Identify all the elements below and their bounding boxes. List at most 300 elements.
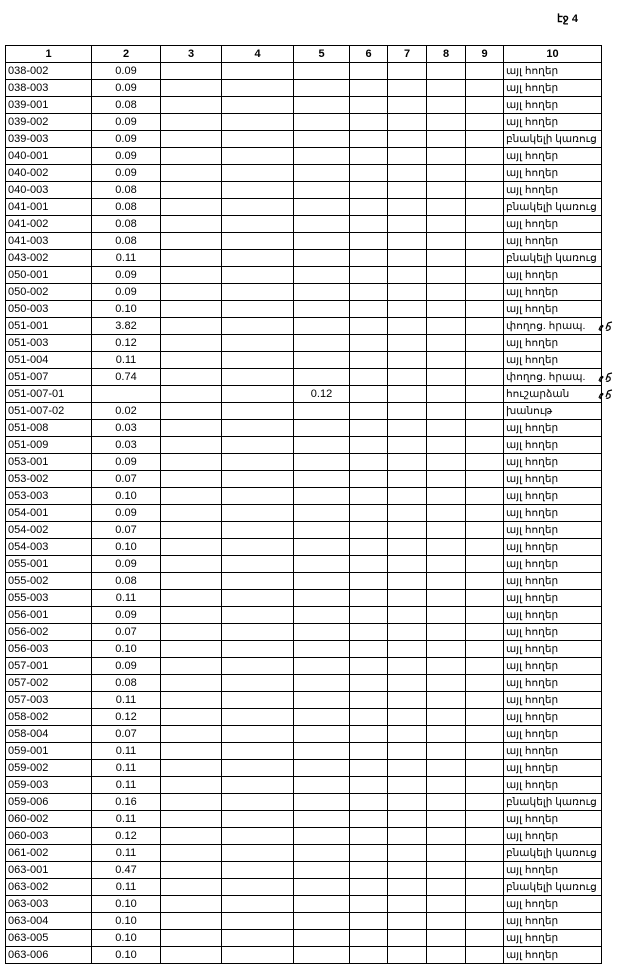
empty-cell: [388, 760, 427, 777]
area-value: 0.08: [92, 233, 161, 250]
empty-cell: [161, 97, 222, 114]
empty-cell: [388, 675, 427, 692]
empty-cell: [466, 862, 504, 879]
land-use: բնակելի կառուց: [504, 199, 602, 216]
parcel-id: 040-003: [6, 182, 92, 199]
column-header-10: 10: [504, 46, 602, 63]
empty-cell: [466, 811, 504, 828]
table-row: [6, 97, 602, 114]
empty-cell: [161, 369, 222, 386]
empty-cell: [466, 896, 504, 913]
land-use: բնակելի կառուց: [504, 250, 602, 267]
empty-cell: [161, 709, 222, 726]
land-parcel-table: [5, 45, 602, 964]
empty-cell: [427, 386, 466, 403]
empty-cell: [466, 539, 504, 556]
land-use: այլ հողեր: [504, 709, 602, 726]
empty-cell: [350, 930, 388, 947]
empty-cell: [222, 301, 294, 318]
empty-cell: [350, 250, 388, 267]
table-row: [6, 607, 602, 624]
land-use: այլ հողեր: [504, 607, 602, 624]
empty-cell: [388, 403, 427, 420]
column-5-value: [294, 777, 350, 794]
column-header-2: 2: [92, 46, 161, 63]
empty-cell: [161, 879, 222, 896]
land-use: այլ հողեր: [504, 488, 602, 505]
empty-cell: [427, 420, 466, 437]
empty-cell: [222, 369, 294, 386]
area-value: 0.11: [92, 845, 161, 862]
empty-cell: [161, 692, 222, 709]
empty-cell: [161, 471, 222, 488]
empty-cell: [388, 607, 427, 624]
column-5-value: [294, 522, 350, 539]
table-row: [6, 335, 602, 352]
area-value: 0.03: [92, 437, 161, 454]
empty-cell: [388, 267, 427, 284]
empty-cell: [388, 896, 427, 913]
empty-cell: [161, 182, 222, 199]
parcel-id: 051-003: [6, 335, 92, 352]
empty-cell: [466, 947, 504, 964]
empty-cell: [161, 114, 222, 131]
land-use: այլ հողեր: [504, 437, 602, 454]
land-use: այլ հողեր: [504, 862, 602, 879]
land-use: այլ հողեր: [504, 352, 602, 369]
column-5-value: [294, 216, 350, 233]
empty-cell: [466, 80, 504, 97]
empty-cell: [466, 471, 504, 488]
land-use: այլ հողեր: [504, 726, 602, 743]
empty-cell: [161, 488, 222, 505]
column-5-value: [294, 403, 350, 420]
land-use: այլ հողեր: [504, 811, 602, 828]
empty-cell: [350, 879, 388, 896]
column-5-value: [294, 335, 350, 352]
area-value: 0.07: [92, 726, 161, 743]
area-value: 0.11: [92, 811, 161, 828]
empty-cell: [222, 743, 294, 760]
area-value: 0.07: [92, 624, 161, 641]
area-value: 0.09: [92, 505, 161, 522]
empty-cell: [222, 318, 294, 335]
empty-cell: [427, 63, 466, 80]
column-header-7: 7: [388, 46, 427, 63]
empty-cell: [350, 590, 388, 607]
empty-cell: [427, 369, 466, 386]
empty-cell: [222, 760, 294, 777]
empty-cell: [350, 845, 388, 862]
empty-cell: [427, 454, 466, 471]
column-5-value: [294, 352, 350, 369]
empty-cell: [388, 165, 427, 182]
empty-cell: [350, 658, 388, 675]
column-5-value: [294, 879, 350, 896]
empty-cell: [350, 862, 388, 879]
column-5-value: [294, 658, 350, 675]
column-5-value: [294, 828, 350, 845]
empty-cell: [161, 624, 222, 641]
parcel-id: 053-002: [6, 471, 92, 488]
empty-cell: [427, 896, 466, 913]
empty-cell: [427, 284, 466, 301]
area-value: 0.10: [92, 301, 161, 318]
empty-cell: [161, 318, 222, 335]
empty-cell: [427, 641, 466, 658]
parcel-id: 050-001: [6, 267, 92, 284]
empty-cell: [350, 131, 388, 148]
area-value: 0.02: [92, 403, 161, 420]
land-use: այլ հողեր: [504, 539, 602, 556]
land-use: այլ հողեր: [504, 63, 602, 80]
empty-cell: [427, 811, 466, 828]
empty-cell: [466, 97, 504, 114]
empty-cell: [222, 403, 294, 420]
column-header-5: 5: [294, 46, 350, 63]
table-row: [6, 539, 602, 556]
land-use: այլ հողեր: [504, 777, 602, 794]
empty-cell: [427, 624, 466, 641]
area-value: 0.08: [92, 97, 161, 114]
land-use: այլ հողեր: [504, 828, 602, 845]
empty-cell: [222, 250, 294, 267]
table-row: [6, 199, 602, 216]
parcel-id: 053-001: [6, 454, 92, 471]
empty-cell: [350, 284, 388, 301]
empty-cell: [161, 811, 222, 828]
table-row: [6, 267, 602, 284]
empty-cell: [222, 437, 294, 454]
empty-cell: [427, 471, 466, 488]
column-5-value: [294, 862, 350, 879]
land-use: այլ հողեր: [504, 641, 602, 658]
table-row: [6, 250, 602, 267]
land-use: փողոց. հրապ.: [504, 369, 602, 386]
table-row: [6, 743, 602, 760]
land-use: այլ հողեր: [504, 471, 602, 488]
column-5-value: [294, 454, 350, 471]
column-5-value: [294, 573, 350, 590]
parcel-id: 040-002: [6, 165, 92, 182]
empty-cell: [427, 335, 466, 352]
parcel-id: 060-003: [6, 828, 92, 845]
empty-cell: [388, 352, 427, 369]
empty-cell: [388, 63, 427, 80]
empty-cell: [427, 80, 466, 97]
land-use: այլ հողեր: [504, 675, 602, 692]
empty-cell: [466, 658, 504, 675]
area-value: 0.11: [92, 352, 161, 369]
empty-cell: [222, 335, 294, 352]
empty-cell: [350, 267, 388, 284]
area-value: 0.11: [92, 760, 161, 777]
empty-cell: [427, 199, 466, 216]
column-5-value: [294, 505, 350, 522]
land-use: այլ հողեր: [504, 658, 602, 675]
empty-cell: [350, 199, 388, 216]
empty-cell: [466, 352, 504, 369]
empty-cell: [388, 386, 427, 403]
empty-cell: [222, 624, 294, 641]
parcel-id: 063-003: [6, 896, 92, 913]
empty-cell: [350, 420, 388, 437]
parcel-id: 058-004: [6, 726, 92, 743]
empty-cell: [222, 284, 294, 301]
land-use: այլ հողեր: [504, 913, 602, 930]
table-row: [6, 114, 602, 131]
empty-cell: [466, 726, 504, 743]
column-5-value: [294, 301, 350, 318]
empty-cell: [427, 216, 466, 233]
parcel-id: 051-007-02: [6, 403, 92, 420]
empty-cell: [161, 420, 222, 437]
table-row: [6, 794, 602, 811]
empty-cell: [222, 607, 294, 624]
empty-cell: [388, 811, 427, 828]
parcel-id: 056-003: [6, 641, 92, 658]
table-row: [6, 437, 602, 454]
table-row: [6, 913, 602, 930]
empty-cell: [161, 641, 222, 658]
empty-cell: [427, 114, 466, 131]
empty-cell: [427, 743, 466, 760]
empty-cell: [427, 675, 466, 692]
empty-cell: [161, 726, 222, 743]
parcel-id: 058-002: [6, 709, 92, 726]
empty-cell: [161, 386, 222, 403]
table-row: [6, 233, 602, 250]
table-row: [6, 896, 602, 913]
empty-cell: [161, 63, 222, 80]
empty-cell: [427, 709, 466, 726]
empty-cell: [161, 862, 222, 879]
empty-cell: [427, 726, 466, 743]
table-row: [6, 947, 602, 964]
empty-cell: [427, 590, 466, 607]
empty-cell: [427, 318, 466, 335]
area-value: 0.09: [92, 114, 161, 131]
empty-cell: [222, 845, 294, 862]
empty-cell: [388, 658, 427, 675]
table-row: [6, 165, 602, 182]
empty-cell: [350, 522, 388, 539]
empty-cell: [350, 216, 388, 233]
empty-cell: [466, 199, 504, 216]
column-5-value: [294, 488, 350, 505]
column-5-value: [294, 250, 350, 267]
land-use: այլ հողեր: [504, 114, 602, 131]
land-use: այլ հողեր: [504, 420, 602, 437]
empty-cell: [466, 63, 504, 80]
empty-cell: [161, 437, 222, 454]
table-row: [6, 624, 602, 641]
column-5-value: [294, 471, 350, 488]
empty-cell: [161, 199, 222, 216]
area-value: 0.07: [92, 522, 161, 539]
empty-cell: [427, 947, 466, 964]
parcel-id: 054-002: [6, 522, 92, 539]
empty-cell: [466, 488, 504, 505]
parcel-id: 041-003: [6, 233, 92, 250]
empty-cell: [466, 505, 504, 522]
empty-cell: [350, 80, 388, 97]
empty-cell: [388, 318, 427, 335]
empty-cell: [388, 250, 427, 267]
empty-cell: [466, 692, 504, 709]
empty-cell: [350, 726, 388, 743]
empty-cell: [161, 131, 222, 148]
empty-cell: [466, 301, 504, 318]
empty-cell: [388, 148, 427, 165]
parcel-id: 043-002: [6, 250, 92, 267]
land-use: այլ հողեր: [504, 182, 602, 199]
empty-cell: [388, 80, 427, 97]
empty-cell: [222, 675, 294, 692]
empty-cell: [222, 148, 294, 165]
empty-cell: [350, 233, 388, 250]
area-value: 0.10: [92, 488, 161, 505]
table-row: [6, 369, 602, 386]
column-5-value: [294, 165, 350, 182]
column-5-value: [294, 284, 350, 301]
column-5-value: [294, 794, 350, 811]
area-value: 0.12: [92, 828, 161, 845]
empty-cell: [222, 199, 294, 216]
empty-cell: [222, 913, 294, 930]
empty-cell: [161, 947, 222, 964]
empty-cell: [466, 641, 504, 658]
empty-cell: [222, 930, 294, 947]
column-5-value: [294, 607, 350, 624]
table-row: [6, 63, 602, 80]
column-5-value: [294, 437, 350, 454]
empty-cell: [388, 233, 427, 250]
empty-cell: [161, 573, 222, 590]
column-5-value: [294, 420, 350, 437]
empty-cell: [222, 63, 294, 80]
empty-cell: [388, 131, 427, 148]
area-value: 0.09: [92, 284, 161, 301]
empty-cell: [350, 811, 388, 828]
land-use: այլ հողեր: [504, 896, 602, 913]
column-5-value: [294, 726, 350, 743]
empty-cell: [388, 216, 427, 233]
parcel-id: 039-001: [6, 97, 92, 114]
empty-cell: [388, 420, 427, 437]
land-use: այլ հողեր: [504, 454, 602, 471]
empty-cell: [427, 556, 466, 573]
empty-cell: [222, 539, 294, 556]
parcel-id: 051-009: [6, 437, 92, 454]
column-5-value: [294, 624, 350, 641]
column-5-value: [294, 148, 350, 165]
area-value: 0.10: [92, 539, 161, 556]
area-value: 0.47: [92, 862, 161, 879]
empty-cell: [466, 709, 504, 726]
land-use: այլ հողեր: [504, 165, 602, 182]
empty-cell: [161, 165, 222, 182]
empty-cell: [427, 760, 466, 777]
empty-cell: [350, 318, 388, 335]
empty-cell: [350, 437, 388, 454]
table-row: [6, 352, 602, 369]
empty-cell: [350, 454, 388, 471]
column-5-value: [294, 845, 350, 862]
empty-cell: [350, 709, 388, 726]
column-header-1: 1: [6, 46, 92, 63]
parcel-id: 057-003: [6, 692, 92, 709]
empty-cell: [388, 539, 427, 556]
empty-cell: [388, 437, 427, 454]
parcel-id: 054-003: [6, 539, 92, 556]
area-value: 0.09: [92, 454, 161, 471]
column-5-value: [294, 896, 350, 913]
table-row: [6, 879, 602, 896]
empty-cell: [388, 573, 427, 590]
column-5-value: [294, 590, 350, 607]
parcel-id: 057-002: [6, 675, 92, 692]
area-value: 0.10: [92, 930, 161, 947]
parcel-id: 050-002: [6, 284, 92, 301]
parcel-id: 060-002: [6, 811, 92, 828]
table-row: [6, 845, 602, 862]
empty-cell: [388, 182, 427, 199]
empty-cell: [161, 233, 222, 250]
land-use: փողոց. հրապ.: [504, 318, 602, 335]
empty-cell: [466, 879, 504, 896]
table-row: [6, 777, 602, 794]
empty-cell: [161, 828, 222, 845]
empty-cell: [161, 607, 222, 624]
empty-cell: [388, 879, 427, 896]
column-5-value: [294, 369, 350, 386]
empty-cell: [466, 794, 504, 811]
empty-cell: [466, 131, 504, 148]
empty-cell: [350, 573, 388, 590]
empty-cell: [350, 352, 388, 369]
table-row: [6, 709, 602, 726]
empty-cell: [427, 539, 466, 556]
empty-cell: [161, 148, 222, 165]
empty-cell: [388, 624, 427, 641]
empty-cell: [466, 845, 504, 862]
empty-cell: [222, 726, 294, 743]
empty-cell: [388, 471, 427, 488]
empty-cell: [427, 352, 466, 369]
empty-cell: [350, 556, 388, 573]
empty-cell: [466, 590, 504, 607]
empty-cell: [222, 947, 294, 964]
column-5-value: [294, 743, 350, 760]
empty-cell: [350, 505, 388, 522]
parcel-id: 051-001: [6, 318, 92, 335]
empty-cell: [466, 182, 504, 199]
table-row: [6, 454, 602, 471]
empty-cell: [222, 216, 294, 233]
table-row: [6, 471, 602, 488]
land-use: այլ հողեր: [504, 233, 602, 250]
parcel-id: 055-001: [6, 556, 92, 573]
empty-cell: [161, 913, 222, 930]
empty-cell: [388, 522, 427, 539]
table-row: [6, 216, 602, 233]
area-value: 0.03: [92, 420, 161, 437]
empty-cell: [427, 828, 466, 845]
empty-cell: [350, 63, 388, 80]
parcel-id: 059-006: [6, 794, 92, 811]
empty-cell: [222, 267, 294, 284]
